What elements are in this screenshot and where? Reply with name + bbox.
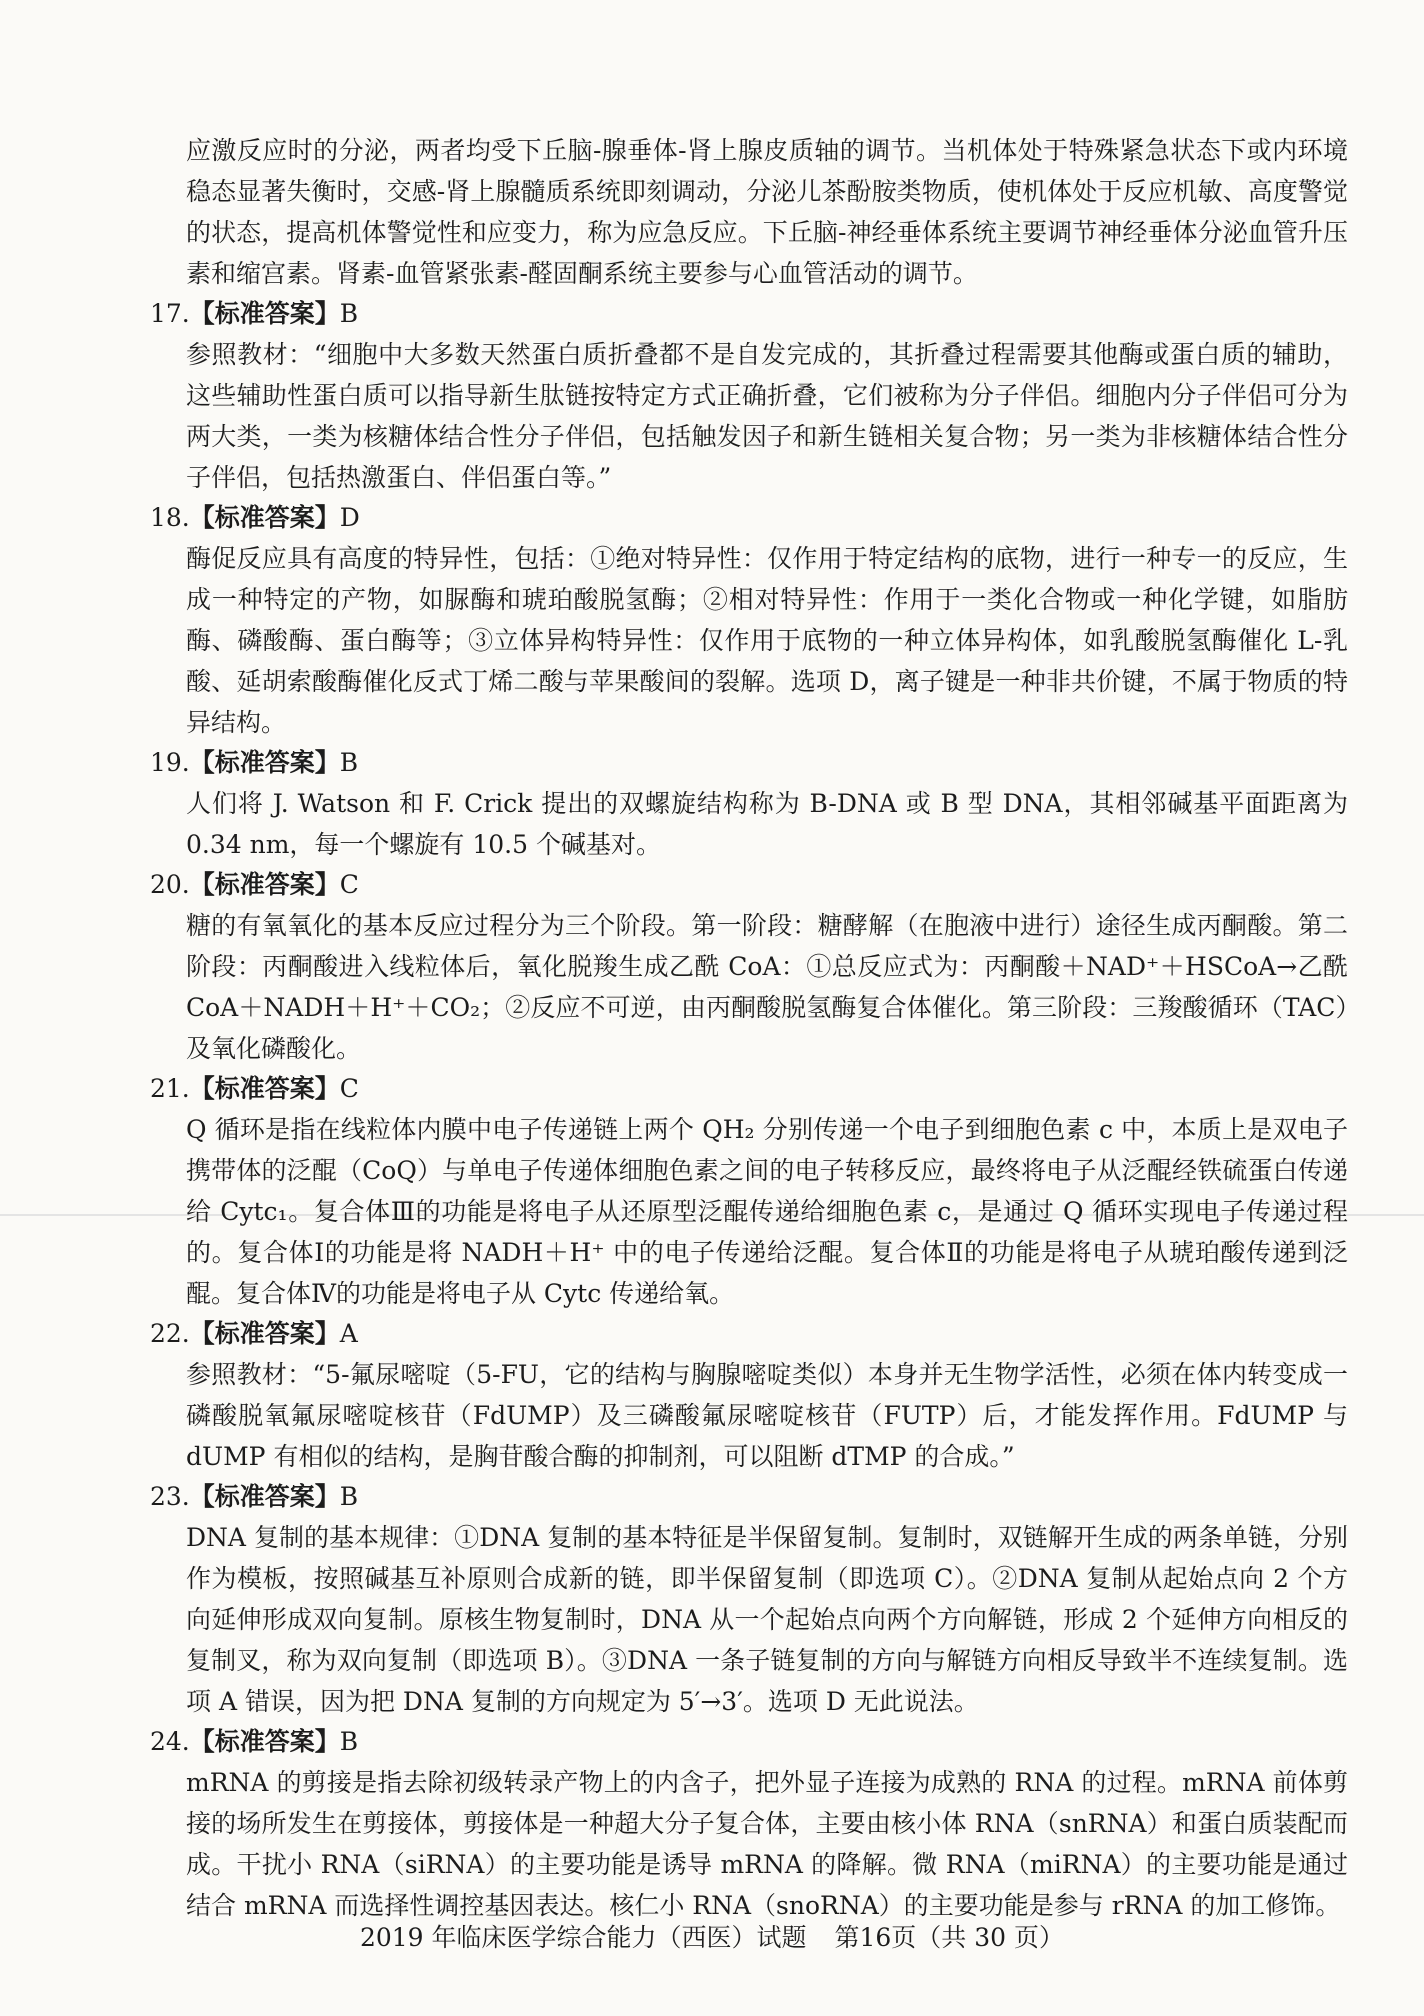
answer-explanation: 人们将 J. Watson 和 F. Crick 提出的双螺旋结构称为 B-DNA 或 B 型 DNA，其相邻碱基平面距离为 0.34 nm，每一个螺旋有 10.5 个碱基对。 [186,789,1348,859]
question-number: 21. [150,1074,190,1103]
answer-letter: A [339,1319,358,1348]
question-22 [150,1314,1348,1477]
exam-title: 2019 年临床医学综合能力（西医）试题 [359,1923,807,1952]
answer-label: 【标准答案】 [189,748,340,777]
answer-label: 【标准答案】 [189,870,340,899]
answer-explanation: 酶促反应具有高度的特异性，包括：①绝对特异性：仅作用于特定结构的底物，进行一种专一的反应，生成一种特定的产物，如脲酶和琥珀酸脱氢酶；②相对特异性：作用于一类化合物或一种化学键，如脂肪酶、磷酸酶、蛋白酶等；③立体异构特异性：仅作用于底物的一种立体异构体，如乳酸脱氢酶催化 L-乳酸、延胡索酸酶催化反式丁烯二酸与苹果酸间的裂解。选项 D，离子键是一种非共价键，不属于物质的特异结构。 [186,544,1348,737]
answer-label: 【标准答案】 [189,1727,340,1756]
answer-letter: B [339,299,359,328]
answer-explanation: Q 循环是指在线粒体内膜中电子传递链上两个 QH₂ 分别传递一个电子到细胞色素 c 中，本质上是双电子携带体的泛醌（CoQ）与单电子传递体细胞色素之间的电子转移反应，最终将电子从泛醌经铁硫蛋白传递给 Cytc₁。复合体Ⅲ的功能是将电子从还原型泛醌传递给细胞色素 c，是通过 Q 循环实现电子传递过程的。复合体Ⅰ的功能是将 NADH＋H⁺ 中的电子传递给泛醌。复合体Ⅱ的功能是将电子从琥珀酸传递到泛醌。复合体Ⅳ的功能是将电子从 Cytc 传递给氧。 [186,1115,1348,1308]
answer-letter: B [339,1727,359,1756]
answer-label: 【标准答案】 [189,1482,340,1511]
answer-letter: C [339,870,359,899]
answer-heading [150,1477,1348,1517]
question-17 [150,294,1348,498]
answer-heading [150,1314,1348,1354]
answer-label: 【标准答案】 [189,299,340,328]
question-23 [150,1477,1348,1722]
page-content [150,130,1348,1926]
answer-label: 【标准答案】 [189,1074,340,1103]
answer-explanation: 参照教材：“细胞中大多数天然蛋白质折叠都不是自发完成的，其折叠过程需要其他酶或蛋白质的辅助，这些辅助性蛋白质可以指导新生肽链按特定方式正确折叠，它们被称为分子伴侣。细胞内分子伴侣可分为两大类，一类为核糖体结合性分子伴侣，包括触发因子和新生链相关复合物；另一类为非核糖体结合性分子伴侣，包括热激蛋白、伴侣蛋白等。” [186,340,1348,492]
answer-explanation: mRNA 的剪接是指去除初级转录产物上的内含子，把外显子连接为成熟的 RNA 的过程。mRNA 前体剪接的场所发生在剪接体，剪接体是一种超大分子复合体，主要由核小体 RNA（snRNA）和蛋白质装配而成。干扰小 RNA（siRNA）的主要功能是诱导 mRNA 的降解。微 RNA（miRNA）的主要功能是通过结合 mRNA 而选择性调控基因表达。核仁小 RNA（snoRNA）的主要功能是参与 rRNA 的加工修饰。 [186,1768,1348,1920]
answer-explanation: 参照教材：“5-氟尿嘧啶（5-FU，它的结构与胸腺嘧啶类似）本身并无生物学活性，必须在体内转变成一磷酸脱氧氟尿嘧啶核苷（FdUMP）及三磷酸氟尿嘧啶核苷（FUTP）后，才能发挥作用。FdUMP 与 dUMP 有相似的结构，是胸苷酸合酶的抑制剂，可以阻断 dTMP 的合成。” [186,1360,1348,1471]
question-24 [150,1722,1348,1926]
answer-explanation: DNA 复制的基本规律：①DNA 复制的基本特征是半保留复制。复制时，双链解开生成的两条单链，分别作为模板，按照碱基互补原则合成新的链，即半保留复制（即选项 C）。②DNA 复制从起始点向 2 个方向延伸形成双向复制。原核生物复制时，DNA 从一个起始点向两个方向解链，形成 2 个延伸方向相反的复制叉，称为双向复制（即选项 B）。③DNA 一条子链复制的方向与解链方向相反导致半不连续复制。选项 A 错误，因为把 DNA 复制的方向规定为 5′→3′。选项 D 无此说法。 [186,1523,1348,1716]
answer-letter: C [339,1074,359,1103]
question-20 [150,865,1348,1069]
question-number: 19. [150,748,190,777]
answer-heading [150,498,1348,538]
question-number: 17. [150,299,190,328]
question-number: 20. [150,870,190,899]
answer-label: 【标准答案】 [189,503,340,532]
question-21 [150,1069,1348,1314]
answer-label: 【标准答案】 [189,1319,340,1348]
question-number: 23. [150,1482,190,1511]
answer-heading [150,743,1348,783]
intro-paragraph: 应激反应时的分泌，两者均受下丘脑-腺垂体-肾上腺皮质轴的调节。当机体处于特殊紧急状态下或内环境稳态显著失衡时，交感-肾上腺髓质系统即刻调动，分泌儿茶酚胺类物质，使机体处于反应机敏、高度警觉的状态，提高机体警觉性和应变力，称为应急反应。下丘脑-神经垂体系统主要调节神经垂体分泌血管升压素和缩宫素。肾素-血管紧张素-醛固酮系统主要参与心血管活动的调节。 [186,136,1348,288]
answer-explanation: 糖的有氧氧化的基本反应过程分为三个阶段。第一阶段：糖酵解（在胞液中进行）途径生成丙酮酸。第二阶段：丙酮酸进入线粒体后，氧化脱羧生成乙酰 CoA：①总反应式为：丙酮酸＋NAD⁺＋HSCoA→乙酰 CoA＋NADH＋H⁺＋CO₂；②反应不可逆，由丙酮酸脱氢酶复合体催化。第三阶段：三羧酸循环（TAC）及氧化磷酸化。 [186,911,1348,1063]
question-number: 22. [150,1319,190,1348]
answer-heading [150,865,1348,905]
answer-heading [150,1722,1348,1762]
answer-letter: D [339,503,360,532]
page-number: 第16页（共 30 页） [834,1923,1065,1952]
answer-heading [150,1069,1348,1109]
answer-heading [150,294,1348,334]
question-number: 18. [150,503,190,532]
answer-letter: B [339,1482,359,1511]
page-footer [0,1918,1424,1954]
answer-letter: B [339,748,359,777]
question-number: 24. [150,1727,190,1756]
question-18 [150,498,1348,743]
question-19 [150,743,1348,865]
